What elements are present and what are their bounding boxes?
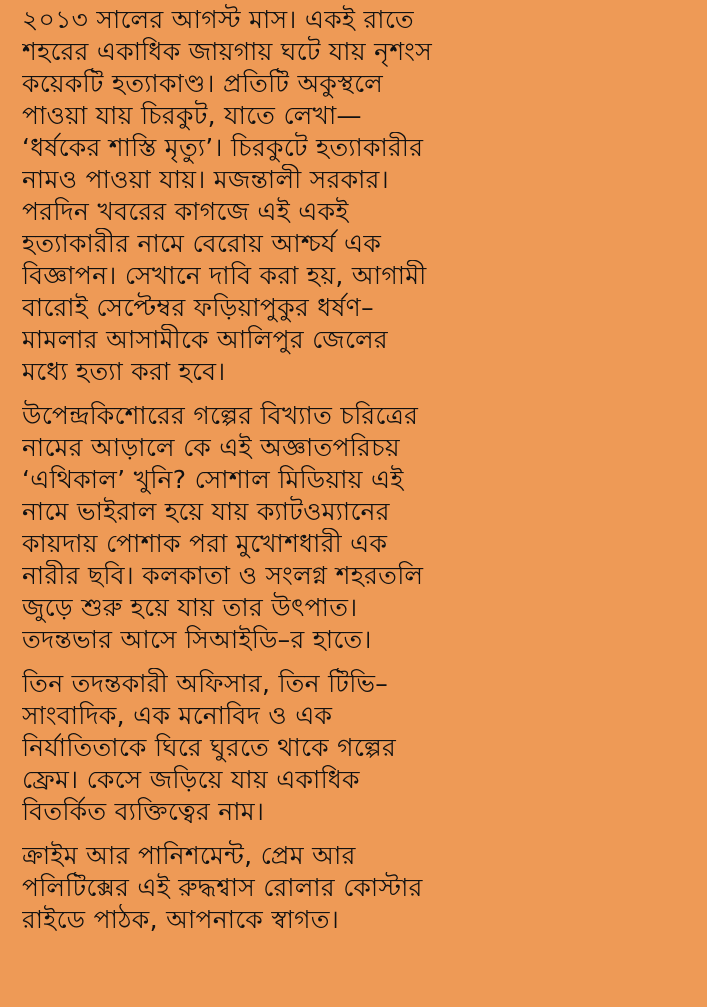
text-line: ক্রাইম আর পানিশমেন্ট, প্রেম আর [22,841,356,870]
text-line: ফ্রেম। কেসে জড়িয়ে যায় একাধিক [22,765,360,794]
text-line: হত্যাকারীর নামে বেরোয় আশ্চর্য এক [22,229,382,258]
text-line: পলিটিক্সের এই রুদ্ধশ্বাস রোলার কোস্টার [22,873,423,902]
paragraph-1 [22,4,690,388]
text-line: পাওয়া যায় চিরকুট, যাতে লেখা— [22,101,362,130]
paragraph-4 [22,840,690,936]
text-line: ‘এথিকাল’ খুনি? সোশাল মিডিয়ায় এই [22,465,404,494]
text-line: মামলার আসামীকে আলিপুর জেলের [22,325,388,354]
text-line: মধ্যে হত্যা করা হবে। [22,357,226,386]
text-line: তিন তদন্তকারী অফিসার, তিন টিভি– [22,669,389,698]
paragraph-3 [22,668,690,828]
text-line: বিতর্কিত ব্যক্তিত্বের নাম। [22,797,265,826]
text-line: নামে ভাইরাল হয়ে যায় ক্যাটওম্যানের [22,497,390,526]
text-line: রাইডে পাঠক, আপনাকে স্বাগত। [22,905,340,934]
text-line: ২০১৩ সালের আগস্ট মাস। একই রাতে [22,5,414,34]
text-line: সাংবাদিক, এক মনোবিদ ও এক [22,701,333,730]
text-line: ‘ধর্ষকের শাস্তি মৃত্যু’। চিরকুটে হত্যাকারীর [22,133,424,162]
blurb-text [22,4,690,948]
text-line: পরদিন খবরের কাগজে এই একই [22,197,349,226]
text-line: নির্যাতিতাকে ঘিরে ঘুরতে থাকে গল্পের [22,733,397,762]
text-line: নারীর ছবি। কলকাতা ও সংলগ্ন শহরতলি [22,561,424,590]
paragraph-2 [22,400,690,656]
text-line: বারোই সেপ্টেম্বর ফড়িয়াপুকুর ধর্ষণ– [22,293,374,322]
text-line: জুড়ে শুরু হয়ে যায় তার উৎপাত। [22,593,358,622]
text-line: কায়দায় পোশাক পরা মুখোশধারী এক [22,529,388,558]
text-line: তদন্তভার আসে সিআইডি–র হাতে। [22,625,372,654]
text-line: শহরের একাধিক জায়গায় ঘটে যায় নৃশংস [22,37,433,66]
text-line: কয়েকটি হত্যাকাণ্ড। প্রতিটি অকুস্থলে [22,69,384,98]
text-line: নামও পাওয়া যায়। মজন্তালী সরকার। [22,165,389,194]
text-line: উপেন্দ্রকিশোরের গল্পের বিখ্যাত চরিত্রের [22,401,419,430]
text-line: নামের আড়ালে কে এই অজ্ঞাতপরিচয় [22,433,400,462]
text-line: বিজ্ঞাপন। সেখানে দাবি করা হয়, আগামী [22,261,427,290]
